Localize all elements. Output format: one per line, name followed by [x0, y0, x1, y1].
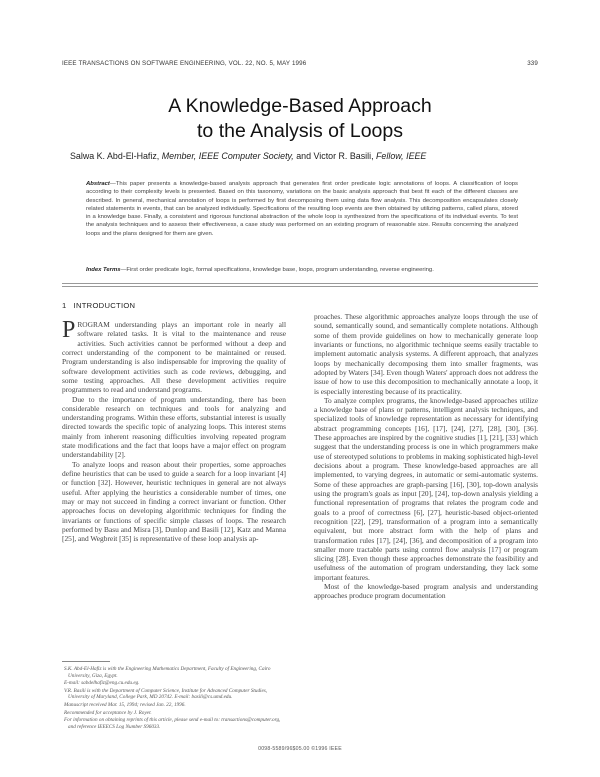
footnote: V.R. Basili is with the Department of Computer Science, Institute for Advanced Computer Studies, University of Maryland, College Park, MD 20742. E-mail: basili@cs.umd.edu. [64, 687, 268, 701]
index-terms [86, 266, 518, 274]
paragraph: To analyze loops and reason about their properties, some approaches define heuristics that can be used to guide a search for a loop invariant [4] or function [32]. However, heuristic techniques in general are not always useful. After applying the heuristics a considerable number of times, one may or may not succeed in finding a correct invariant or function. Other approaches focus on developing algorithmic techniques for finding the invariants or functions of specific simple classes of loops. The research performed by Basu and Misra [3], Dunlop and Basili [12], Katz and Manna [25], and Wegbreit [35] is representative of these loop analysis ap- [62, 459, 286, 544]
right-column [314, 312, 538, 601]
paragraph [62, 317, 286, 395]
left-column [62, 317, 286, 544]
author-conjunction: and [296, 151, 312, 161]
journal-citation: IEEE TRANSACTIONS ON SOFTWARE ENGINEERING, VOL. 22, NO. 5, MAY 1996 [62, 60, 307, 67]
section-number: 1 [62, 301, 67, 310]
footnote: Recommended for acceptance by J. Royer. [64, 709, 152, 716]
author-1-affiliation: Member, IEEE Computer Society, [161, 151, 294, 161]
abstract-text: —This paper presents a knowledge-based analysis approach that generates first order predicate logic annotations of loops. A classification of loops according to their complexity levels is presented. Based on this taxonomy, variations on the basic analysis approach that best fit each of the different classes are described. In general, mechanical annotation of loops is performed by first decomposing them using data flow analysis. This decomposition encapsulates closely related statements in events, that can be analyzed individually. Specifications of the resulting loop events are then obtained by utilizing patterns, called plans, stored in a knowledge base. Finally, a consistent and rigorous functional abstraction of the whole loop is synthesized from the specifications of its individual events. To test the analysis techniques and to assess their effectiveness, a case study was performed on an existing program of reasonable size. Results concerning the analyzed loops and the plans designed for them are given. [86, 181, 518, 237]
abstract-rule-top [62, 283, 538, 284]
paragraph: Due to the importance of program understanding, there has been considerable research on techniques and tools for analyzing and understanding programs. Within these efforts, substantial interest is usually directed towards the specific topic of analyzing loops. This interest stems mainly from inherent reasoning difficulties involving repeated program state modifications and the fact that loops have a major effect on program understandability [2]. [62, 394, 286, 460]
section-title: INTRODUCTION [73, 301, 136, 310]
index-terms-text: —First order predicate logic, formal specifications, knowledge base, loops, program understanding, reverse engineering. [120, 267, 434, 273]
index-terms-label: Index Terms [86, 267, 121, 273]
footnotes [62, 666, 286, 731]
footnote: Manuscript received Mar. 15, 1994; revised Jan. 22, 1996. [64, 701, 186, 708]
footnote: E-mail: sabdelhafiz@eng.cu.edu.eg. [64, 680, 140, 687]
paragraph: proaches. These algorithmic approaches analyze loops through the use of sound, semantically sound, and semantically complete notations. Although some of them provide guidelines on how to mechanically generate loop invariants or functions, no algorithmic technique seems easily tractable to implement automatic analysis systems. A different approach, that analyzes loops by mechanically decomposing them into smaller fragments, was adopted by Waters [34]. Even though Waters' approach does not address the issue of how to use this decomposition to mechanically annotate a loop, it is especially interesting because of its practicality. [314, 312, 538, 396]
paragraph-text: ROGRAM understanding plays an important role in nearly all software related tasks. It is vital to the maintenance and reuse activities. Such activities cannot be performed without a deep and correct understanding of the component to be maintained or reused. Program understanding is also indispensable for improving the quality of software development activities such as code reviews, debugging, and some testing approaches. All these development activities require programmers to read and understand programs. [62, 320, 286, 395]
author-line [70, 151, 426, 161]
copyright-footer: 0098-5589/96$05.00 ©1996 IEEE [258, 746, 342, 752]
page-number: 339 [527, 60, 538, 67]
title-line-1: A Knowledge-Based Approach [168, 95, 432, 117]
footnote: For information on obtaining reprints of this article, please send e-mail to: transactions@computer.org, and reference IEEECS Log Number S96033. [64, 717, 281, 730]
running-head [62, 60, 538, 70]
paragraph: To analyze complex programs, the knowledge-based approaches utilize a knowledge base of plans or patterns, intelligent analysis techniques, and specialized tools of knowledge representation as necessary for identifying abstract programming concepts [16], [17], [24], [27], [28], [30], [36]. These approaches are inspired by the cognitive studies [1], [21], [33] which suggest that the understanding process is one in which programmers make use of stereotyped solutions to problems in making sophisticated high-level decisions about a program. These knowledge-based approaches are all implemented, to varying degrees, in automatic or semi-automatic systems. Some of these approaches are graph-parsing [16], [30], top-down analysis using the program's goals as input [20], [24], top-down analysis yielding a functional representation of programs that relates the program code and goals to a proof of correctness [6], [27], heuristic-based object-oriented recognition [22], [29], transformation of a program into a semantically equivalent, but more abstract form with the help of plans and transformation rules [17], [24], [36], and decomposition of a program into smaller more tractable parts using control flow analysis [17] or program slicing [28]. Even though these approaches demonstrate the feasibility and usefulness of the automation of program understanding, they lack some important features. [314, 395, 538, 582]
author-2-affiliation: Fellow, IEEE [376, 151, 427, 161]
footnote: S.K. Abd-El-Hafiz is with the Engineering Mathematics Department, Faculty of Engineering, Cairo University, Giza, Egypt. [64, 666, 271, 679]
author-2-name: Victor R. Basili, [313, 151, 374, 161]
abstract [86, 180, 518, 238]
paragraph: Most of the knowledge-based program analysis and understanding approaches produce program documentation [314, 582, 538, 601]
footnote-rule [62, 661, 110, 662]
title-line-2: to the Analysis of Loops [197, 120, 403, 142]
drop-cap: P [62, 317, 76, 343]
paper-title [62, 94, 538, 144]
abstract-rule-bottom [62, 286, 538, 287]
abstract-label: Abstract [86, 181, 110, 187]
author-1-name: Salwa K. Abd-El-Hafiz, [70, 151, 160, 161]
section-heading [62, 301, 135, 310]
